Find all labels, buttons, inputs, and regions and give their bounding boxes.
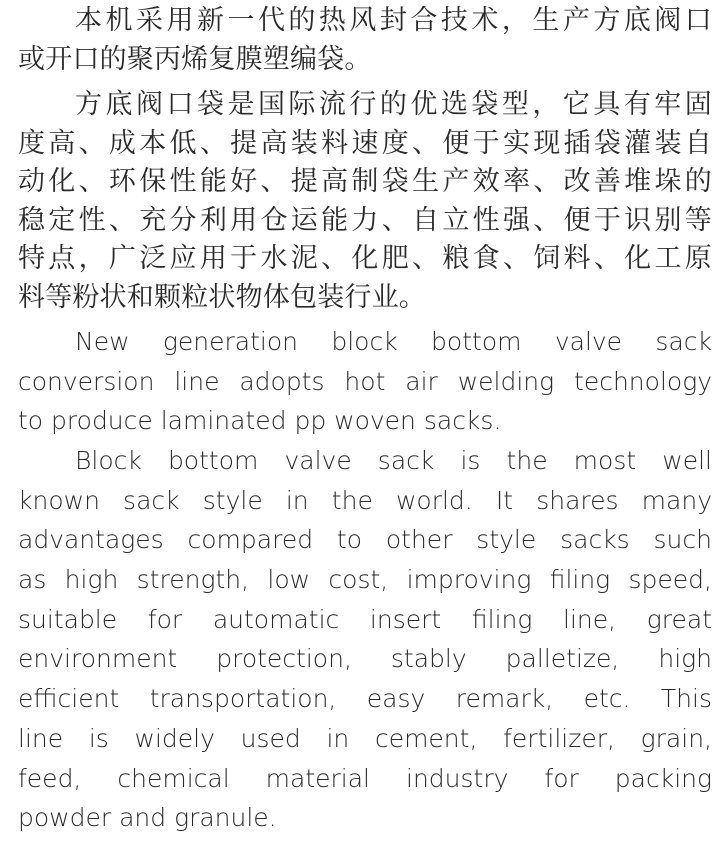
zh-p2-line-2: 度高、成本低、提高装料速度、便于实现插袋灌装自 (18, 127, 712, 159)
en-p2-line-3: advantages compared to other style sacks such (18, 525, 712, 555)
en-p2-line-8: line is widely used in cement, fertilizer, grain, (18, 723, 712, 753)
zh-paragraph-1 (18, 2, 712, 79)
en-p2-line-4: as high strength, low cost, improving filing speed, (18, 565, 712, 595)
en-p1-line-1: New generation block bottom valve sack (75, 327, 712, 356)
zh-p2-line-3: 动化、环保性能好、提高制袋生产效率、改善堆垛的 (18, 166, 712, 197)
zh-p2-line-5: 特点，广泛应用于水泥、化肥、粮食、饲料、化工原 (18, 243, 712, 274)
zh-p2-line-1: 方底阀口袋是国际流行的优选袋型，它具有牢固 (75, 89, 712, 120)
zh-p2-line-4: 稳定性、充分利用仓运能力、自立性强、便于识别等 (18, 204, 712, 236)
en-p2-line-2: known sack style in the world. It shares many (18, 485, 712, 515)
en-paragraph-2 (18, 441, 712, 838)
zh-p1-line-2: 或开口的聚丙烯复膜塑编袋。 (18, 43, 372, 75)
en-p2-line-7: efficient transportation, easy remark, etc. This (18, 684, 712, 714)
en-p1-line-2: conversion line adopts hot air welding technology (18, 366, 712, 396)
en-p2-line-5: suitable for automatic insert filing line, great (18, 604, 712, 634)
en-p2-line-6: environment protection, stably palletize, high (18, 644, 712, 674)
en-p2-line-1: Block bottom valve sack is the most well (75, 446, 712, 475)
zh-p2-line-6: 料等粉状和颗粒状物体包装行业。 (18, 281, 426, 313)
zh-paragraph-2 (18, 86, 712, 317)
zh-p1-line-1: 本机采用新一代的热风封合技术，生产方底阀口 (75, 5, 712, 36)
en-p1-line-3: to produce laminated pp woven sacks. (18, 406, 502, 436)
en-p2-line-9: feed, chemical material industry for packing (18, 763, 712, 793)
en-paragraph-1 (18, 322, 712, 441)
en-p2-line-10: powder and granule. (18, 803, 277, 833)
